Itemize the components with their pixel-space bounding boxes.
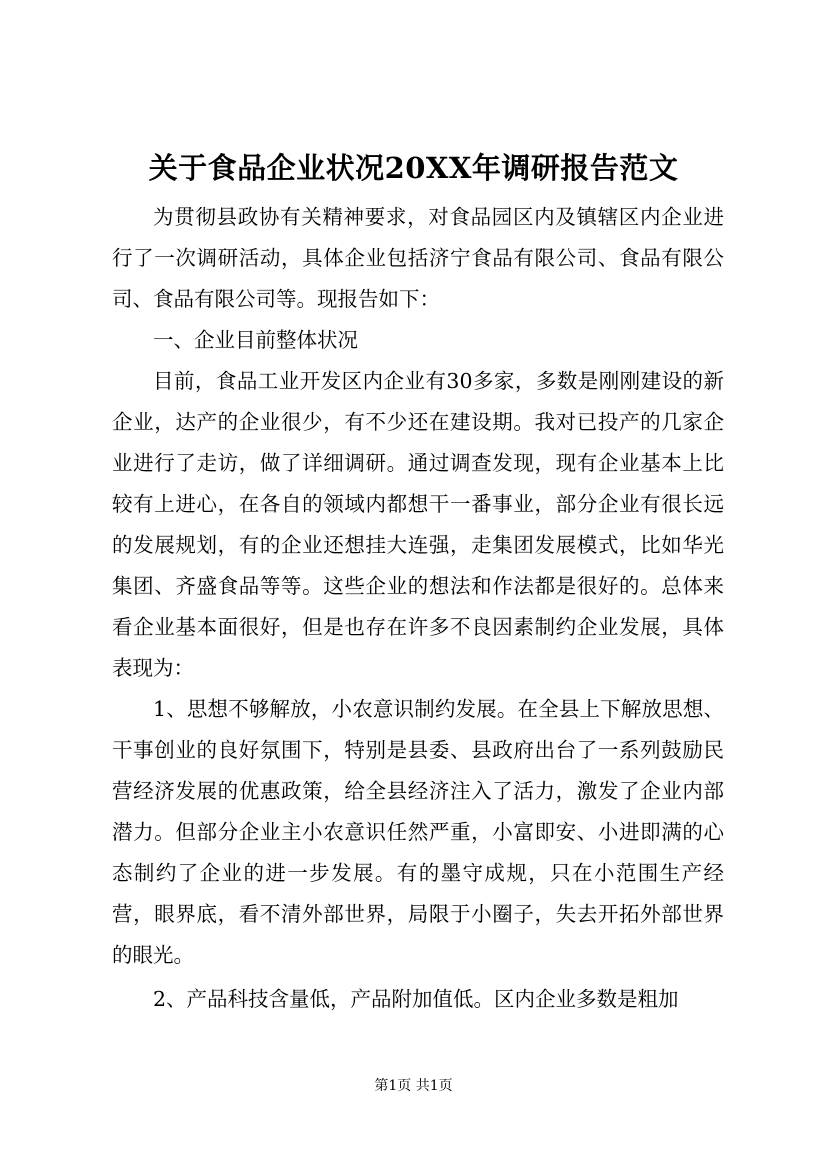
paragraph-point-1: 1、思想不够解放，小农意识制约发展。在全县上下解放思想、干事创业的良好氛围下，特别是县委、县政府出台了一系列鼓励民营经济发展的优惠政策，给全县经济注入了活力，激发了企业内部潜力。但部分企业主小农意识任然严重，小富即安、小进即满的心态制约了企业的进一步发展。有的墨守成规，只在小范围生产经营，眼界底，看不清外部世界，局限于小圈子，失去开拓外部世界的眼光。 bbox=[112, 697, 724, 967]
paragraph-overview: 目前，食品工业开发区内企业有30多家，多数是刚刚建设的新企业，达产的企业很少，有不少还在建设期。我对已投产的几家企业进行了走访，做了详细调研。通过调查发现，现有企业基本上比较有上进心，在各自的领域内都想干一番事业，部分企业有很长远的发展规划，有的企业还想挂大连强，走集团发展模式，比如华光集团、齐盛食品等等。这些企业的想法和作法都是很好的。总体来看企业基本面很好，但是也存在许多不良因素制约企业发展，具体表现为： bbox=[112, 369, 724, 680]
paragraph-intro: 为贯彻县政协有关精神要求，对食品园区内及镇辖区内企业进行了一次调研活动，具体企业包括济宁食品有限公司、食品有限公司、食品有限公司等。现报告如下： bbox=[112, 205, 724, 311]
paragraph-point-2: 2、产品科技含量低，产品附加值低。区内企业多数是粗加 bbox=[153, 987, 679, 1011]
document-body bbox=[112, 197, 724, 1020]
page-title: 关于食品企业状况20XX年调研报告范文 bbox=[148, 151, 679, 185]
page-footer: 第1页 共1页 bbox=[374, 1078, 453, 1094]
section-heading: 一、企业目前整体状况 bbox=[153, 328, 358, 352]
